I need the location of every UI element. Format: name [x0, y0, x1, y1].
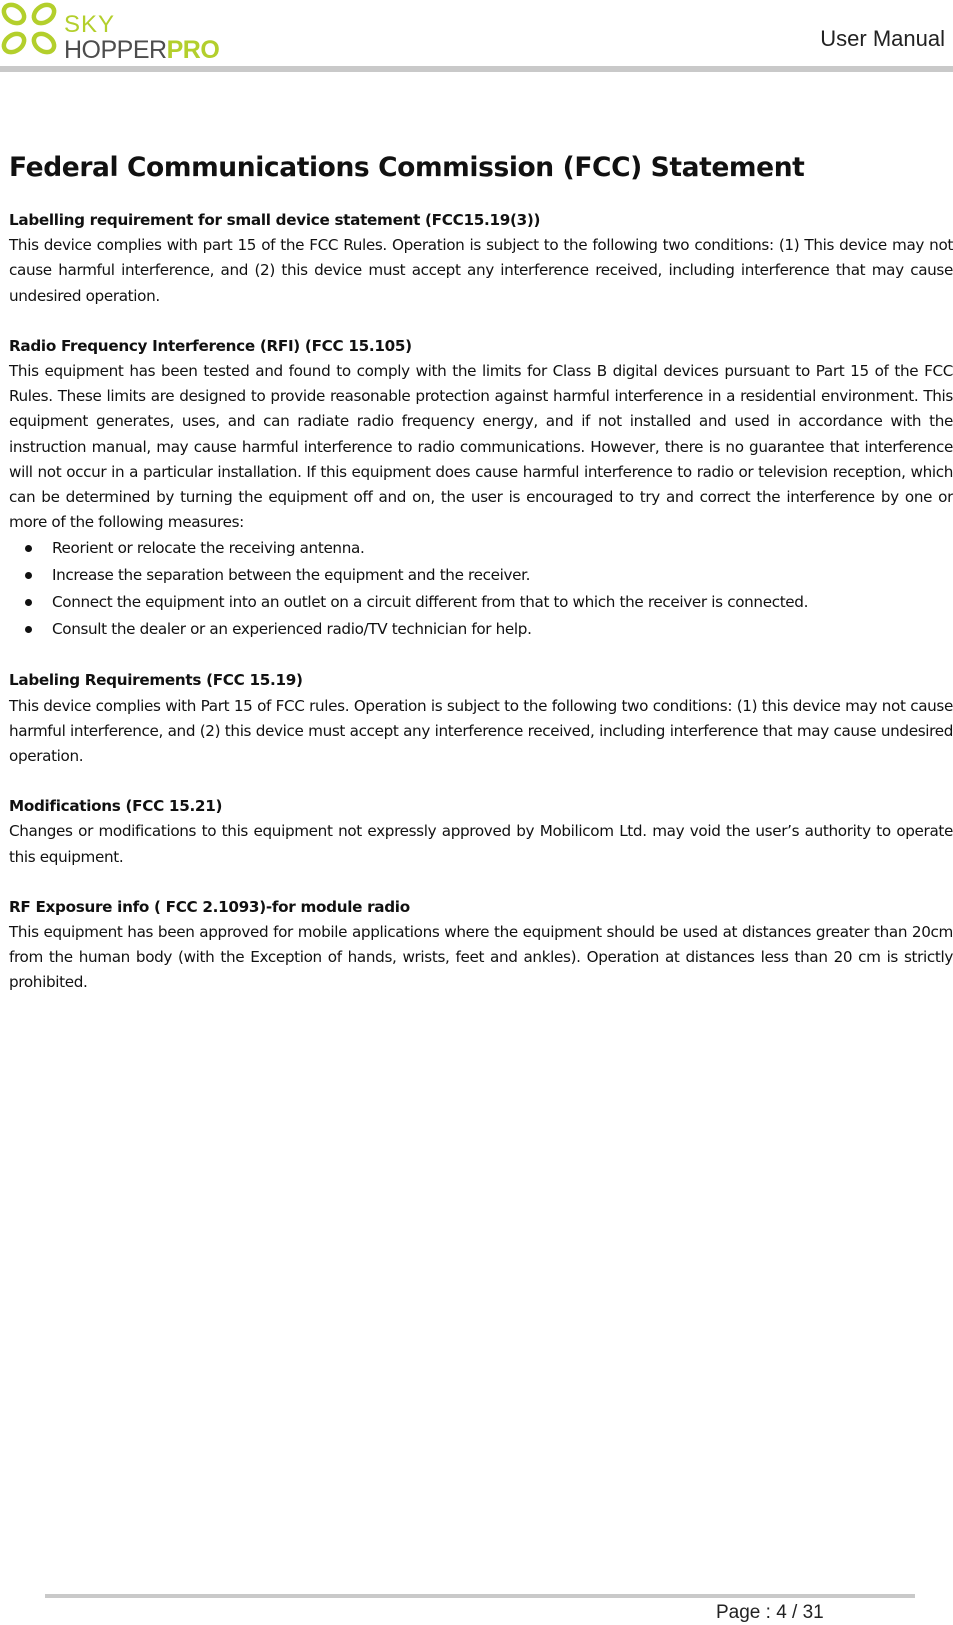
- logo-word-pro: PRO: [166, 36, 220, 62]
- section-body: Changes or modifications to this equipment not expressly approved by Mobilicom Ltd. may void the user’s authority to operate this equipment.: [9, 822, 953, 866]
- footer-divider: [45, 1594, 915, 1598]
- list-item: [9, 535, 953, 562]
- section-rfi: [9, 334, 953, 644]
- page-title: Federal Communications Commission (FCC) Statement: [9, 152, 805, 183]
- svg-text:HOPPERPRO: [64, 36, 219, 62]
- list-item: [9, 562, 953, 589]
- section-heading: Labeling Requirements (FCC 15.19): [9, 671, 303, 690]
- list-item: [9, 616, 953, 643]
- bullet-icon: [25, 626, 32, 633]
- bullet-icon: [25, 572, 32, 579]
- measures-list: [9, 535, 953, 643]
- list-item-text: Reorient or relocate the receiving antenna.: [52, 539, 365, 558]
- section-body: This device complies with Part 15 of FCC rules. Operation is subject to the following two conditions: (1) this device may not cause harmful interference, and (2) this device must accept any interference received, including interference that may cause undesired operation.: [9, 696, 953, 766]
- page-content: [9, 150, 953, 1021]
- page-number: Page : 4 / 31: [716, 1602, 824, 1623]
- header-title: User Manual: [820, 26, 945, 51]
- list-item: [9, 589, 953, 616]
- section-heading: RF Exposure info ( FCC 2.1093)-for module radio: [9, 897, 410, 916]
- section-labelling-small-device: [9, 208, 953, 309]
- section-heading: Radio Frequency Interference (RFI) (FCC 15.105): [9, 336, 412, 355]
- logo-word-hopper: HOPPER: [64, 36, 167, 62]
- list-item-text: Consult the dealer or an experienced radio/TV technician for help.: [52, 620, 532, 639]
- header-divider: [0, 66, 953, 72]
- section-modifications: [9, 794, 953, 870]
- logo-word-sky: SKY: [64, 11, 116, 38]
- section-heading: Modifications (FCC 15.21): [9, 797, 223, 816]
- page-header: [0, 0, 953, 72]
- skyhopper-pro-logo: [0, 2, 230, 62]
- list-item-text: Connect the equipment into an outlet on a circuit different from that to which the receiver is connected.: [52, 593, 809, 612]
- section-heading: Labelling requirement for small device statement (FCC15.19(3)): [9, 211, 541, 229]
- section-body: This equipment has been approved for mobile applications where the equipment should be used at distances greater than 20cm from the human body (with the Exception of hands, wrists, feet and ankles). Operation at distances less than 20 cm is strictly prohibited.: [9, 923, 953, 992]
- drone-icon: [0, 2, 57, 56]
- section-labeling-requirements: [9, 668, 953, 769]
- section-body: This equipment has been tested and found to comply with the limits for Class B digital devices pursuant to Part 15 of the FCC Rules. These limits are designed to provide reasonable protection against harmful interference in a residential environment. This equipment generates, uses, and can radiate radio frequency energy, and if not installed and used in accordance with the instruction manual, may cause harmful interference to radio communications. However, there is no guarantee that interference will not occur in a particular installation. If this equipment does cause harmful interference to radio or television reception, which can be determined by turning the equipment off and on, the user is encouraged to try and correct the interference by one or more of the following measures:: [9, 362, 953, 532]
- section-body: This device complies with part 15 of the FCC Rules. Operation is subject to the following two conditions: (1) This device may not cause harmful interference, and (2) this device must accept any interference received, including interference that may cause undesired operation.: [9, 236, 953, 305]
- bullet-icon: [25, 599, 32, 606]
- bullet-icon: [25, 545, 32, 552]
- list-item-text: Increase the separation between the equipment and the receiver.: [52, 566, 531, 585]
- section-rf-exposure: [9, 895, 953, 996]
